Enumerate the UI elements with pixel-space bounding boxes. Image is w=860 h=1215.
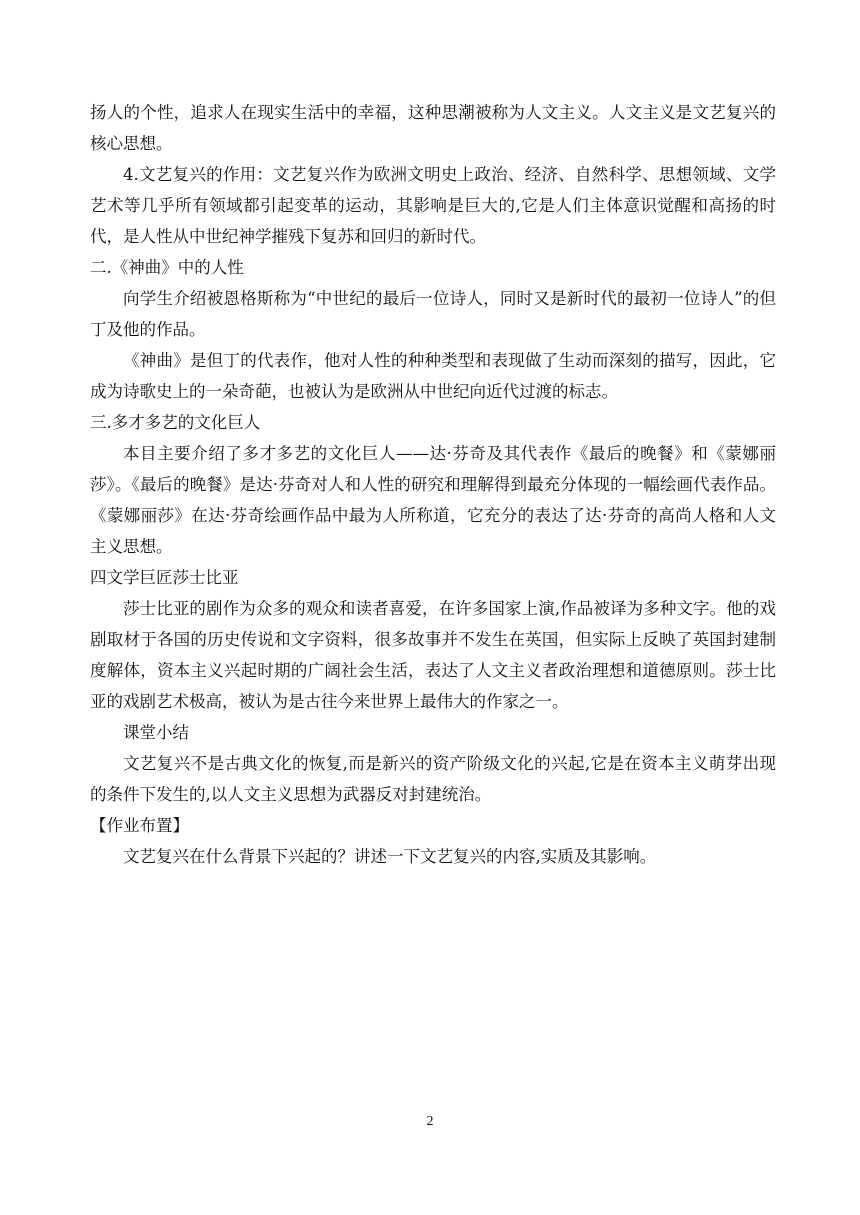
section-heading-shakespeare: 四文学巨匠莎士比亚: [90, 568, 239, 587]
section-heading-da-vinci: 三.多才多艺的文化巨人: [90, 413, 261, 432]
page-number: 2: [426, 1114, 434, 1129]
section-heading-homework: 【作业布置】: [90, 816, 189, 835]
paragraph-dante-intro: 向学生介绍被恩格斯称为“中世纪的最后一位诗人，同时又是新时代的最初一位诗人”的但丁及他的作品。: [90, 289, 776, 339]
paragraph-renaissance-impact: 4.文艺复兴的作用：文艺复兴作为欧洲文明史上政治、经济、自然科学、思想领域、文学艺术等几乎所有领域都引起变革的运动，其影响是巨大的,它是人们主体意识觉醒和高扬的时代，是人性从中世纪神学摧残下复苏和回归的新时代。: [90, 165, 776, 246]
paragraph-divine-comedy: 《神曲》是但丁的代表作，他对人性的种种类型和表现做了生动而深刻的描写，因此，它成为诗歌史上的一朵奇葩，也被认为是欧洲从中世纪向近代过渡的标志。: [90, 351, 776, 401]
paragraph-shakespeare: 莎士比亚的剧作为众多的观众和读者喜爱，在许多国家上演,作品被译为多种文字。他的戏剧取材于各国的历史传说和文字资料，很多故事并不发生在英国，但实际上反映了英国封建制度解体，资本主义兴起时期的广阔社会生活，表达了人文主义者政治理想和道德原则。莎士比亚的戏剧艺术极高，被认为是古往今来世界上最伟大的作家之一。: [90, 599, 776, 711]
class-summary-label: 课堂小结: [123, 723, 189, 742]
paragraph-da-vinci: 本目主要介绍了多才多艺的文化巨人——达·芬奇及其代表作《最后的晚餐》和《蒙娜丽莎》。《最后的晚餐》是达·芬奇对人和人性的研究和理解得到最充分体现的一幅绘画代表作品。《蒙娜丽莎》在达·芬奇绘画作品中最为人所称道，它充分的表达了达·芬奇的高尚人格和人文主义思想。: [90, 444, 776, 556]
section-heading-divine-comedy: 二.《神曲》中的人性: [90, 258, 244, 277]
paragraph-humanism-definition: 扬人的个性，追求人在现实生活中的幸福，这种思潮被称为人文主义。人文主义是文艺复兴的核心思想。: [90, 103, 776, 153]
document-body: [90, 97, 776, 872]
paragraph-homework: 文艺复兴在什么背景下兴起的？讲述一下文艺复兴的内容,实质及其影响。: [123, 847, 657, 866]
paragraph-class-summary: 文艺复兴不是古典文化的恢复,而是新兴的资产阶级文化的兴起,它是在资本主义萌芽出现的条件下发生的,以人文主义思想为武器反对封建统治。: [90, 754, 776, 804]
